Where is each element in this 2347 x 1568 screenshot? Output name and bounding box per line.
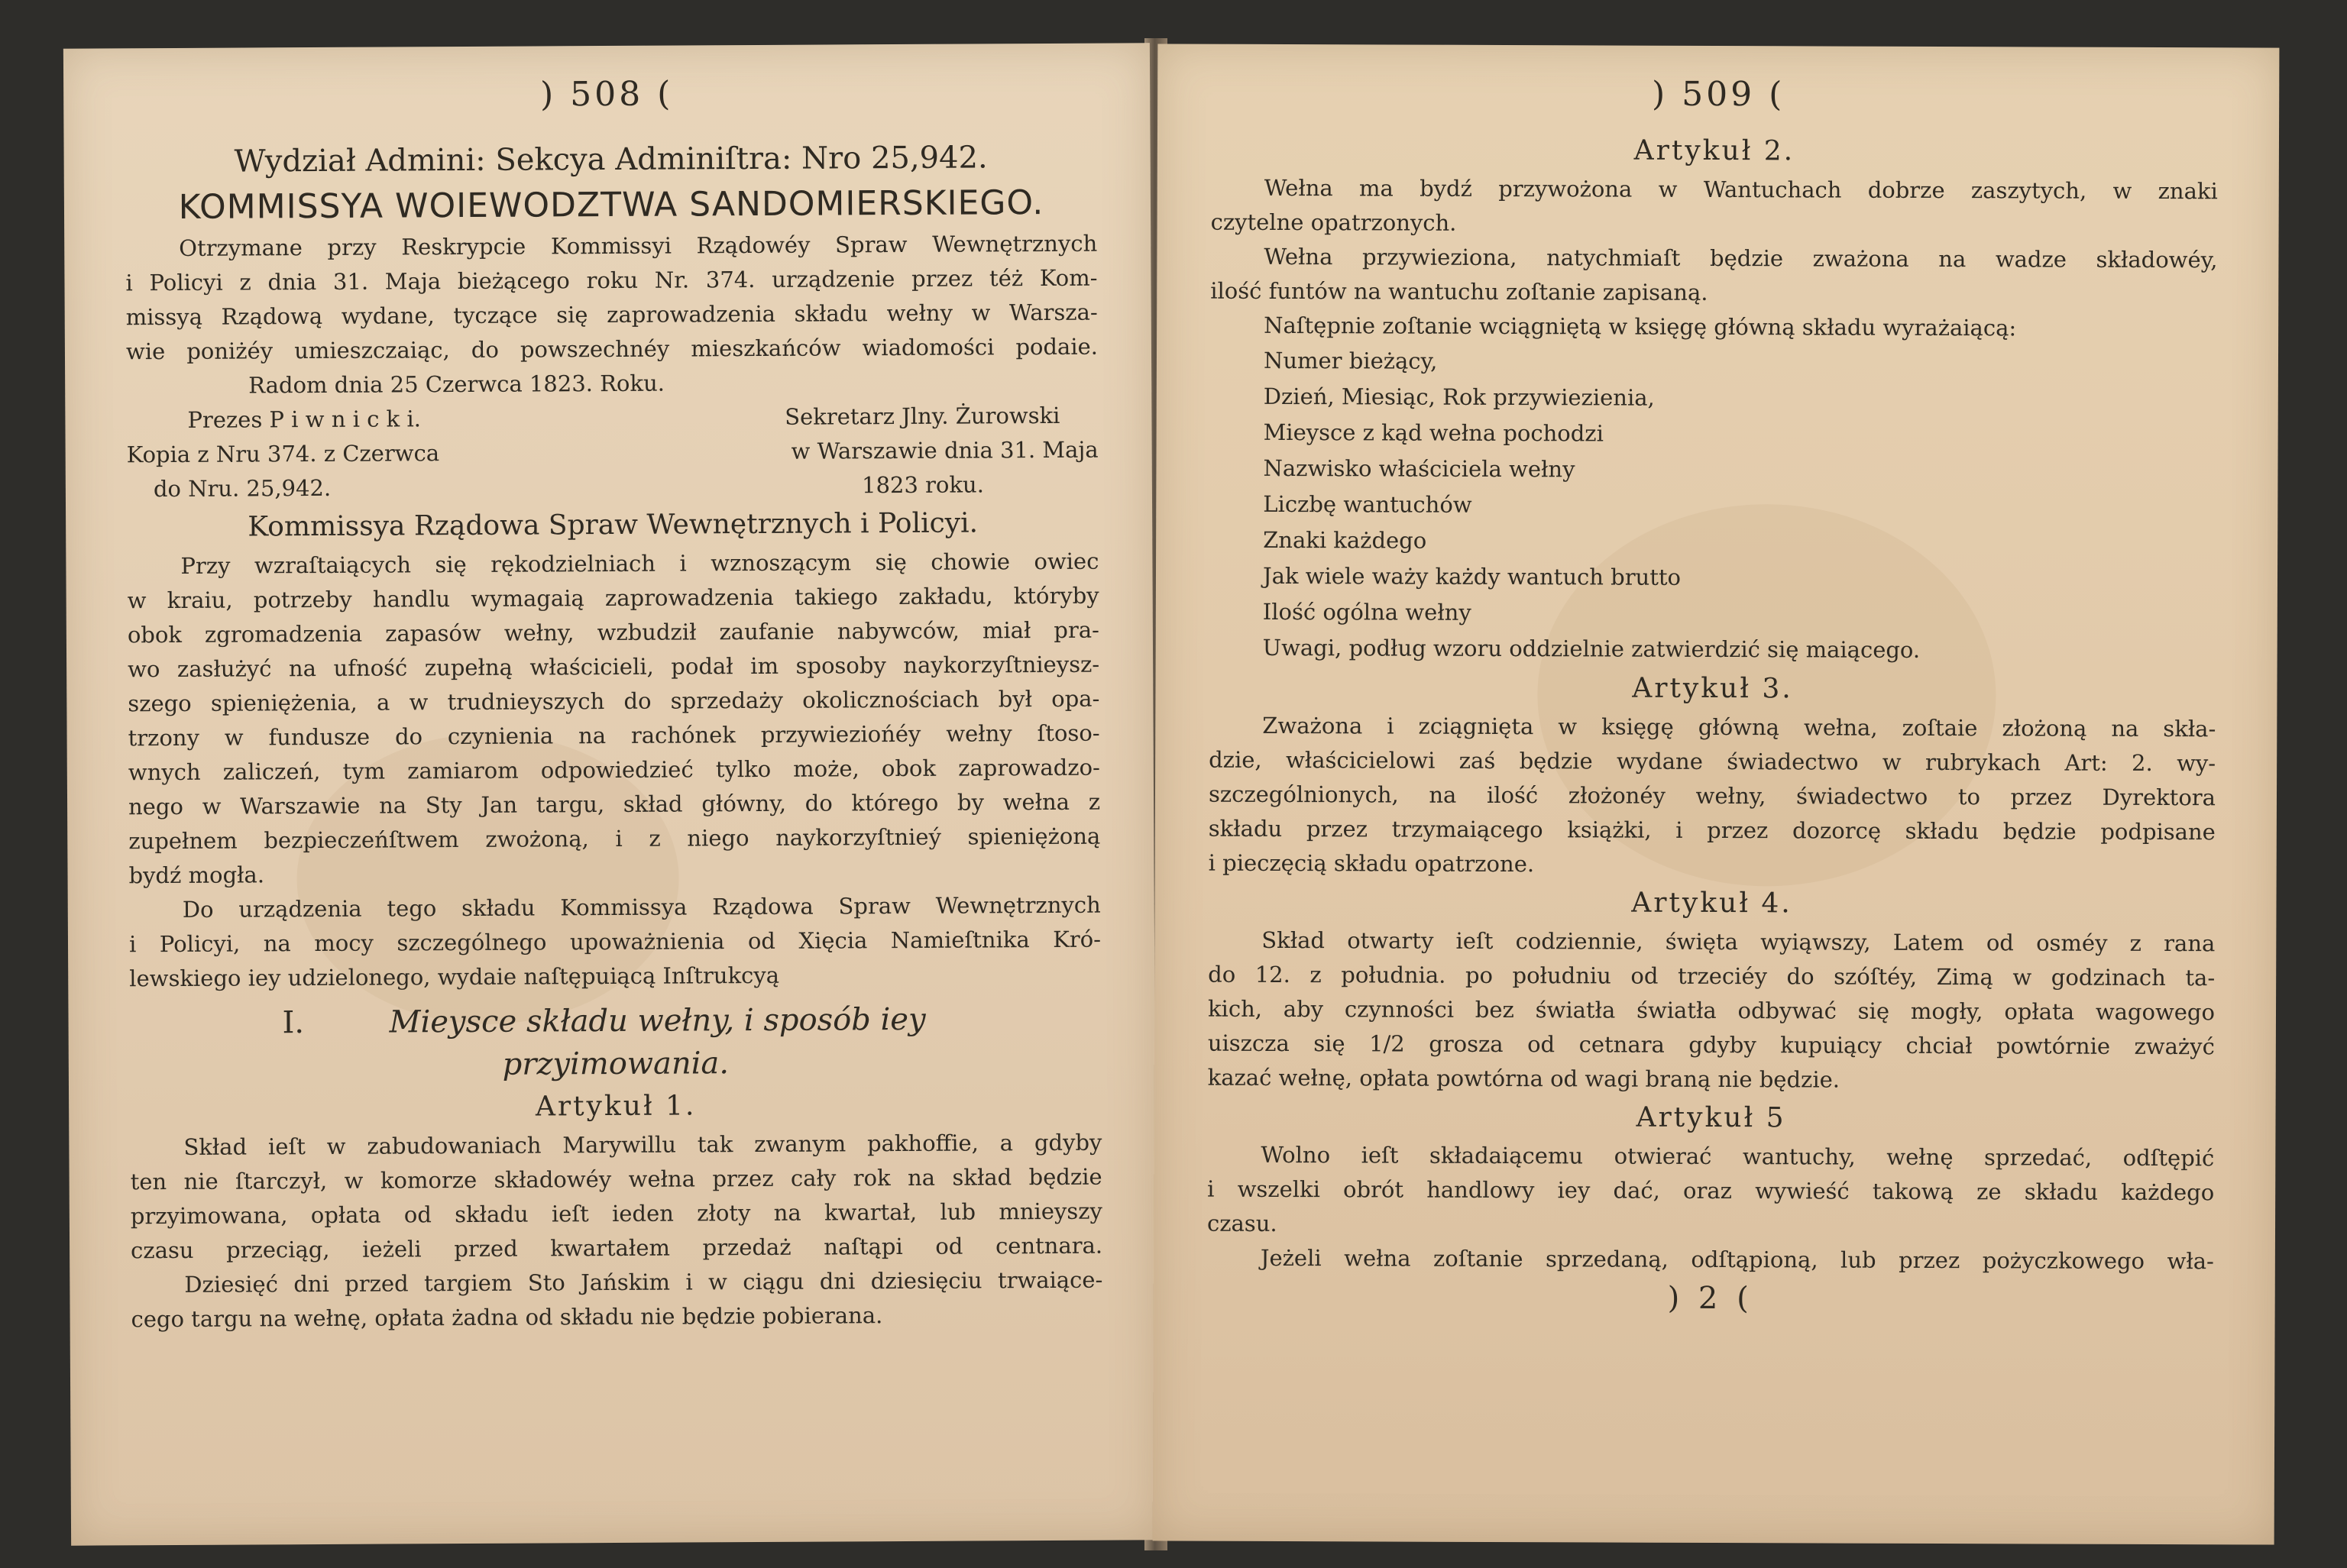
article-line: Wolno ieſt składaiącemu otwierać wantuchy, wełnę sprzedać, odſtępić: [1261, 1141, 2215, 1172]
paragraph-line: w kraiu, potrzeby handlu wymagaią zaprowadzenia takiego zakładu, któryby: [127, 582, 1099, 614]
paragraph-line: nego w Warszawie na Sty Jan targu, skład główny, do którego by wełna z: [128, 788, 1101, 820]
article-line: składu przez trzymaiącego książki, i przez dozorcę składu będzie podpisane: [1208, 815, 2216, 845]
intro-line: i Policyi z dnia 31. Maja bieżącego roku Nr. 374. urządzenie przez téż Kom-: [125, 264, 1098, 296]
copy-place-date: w Warszawie dnia 31. Maja: [791, 436, 1099, 464]
article-line: ten nie ſtarczył, w komorze składowéy wełna przez cały rok na skład będzie: [130, 1163, 1102, 1195]
copy-reference: do Nru. 25,942.: [153, 474, 332, 503]
article-line: cego targu na wełnę, opłata żadna od składu nie będzie pobierana.: [131, 1302, 883, 1333]
date-line: Radom dnia 25 Czerwca 1823. Roku.: [248, 370, 665, 399]
paragraph-line: zupełnem bezpieczeńſtwem zwożoną, i z niego naykorzyſtnieý spieniężoną: [128, 823, 1101, 855]
paragraph-line: szego spieniężenia, a w trudnieyszych do sprzedaży okolicznościach był opa-: [128, 685, 1100, 717]
copy-place-date: 1823 roku.: [861, 471, 984, 499]
paragraph-line: obok zgromadzenia zapasów wełny, wzbudził zaufanie nabywców, miał pra-: [127, 616, 1099, 648]
article-line: Zważona i zciągnięta w księgę główną wełna, zoſtaie złożoną na skła-: [1262, 712, 2216, 742]
article-title: Artykuł 2.: [1633, 134, 1795, 167]
ledger-field: Dzień, Miesiąc, Rok przywiezienia,: [1263, 383, 1655, 411]
right-page: [1153, 44, 2280, 1544]
article-line: Naſtępnie zoſtanie wciągniętą w księgę główną składu wyrażaiącą:: [1264, 312, 2017, 341]
article-line: szczególnionych, na ilość złożonéy wełny, świadectwo to przez Dyrektora: [1208, 781, 2216, 811]
section-title: Mieysce składu wełny, i sposób iey: [389, 1001, 926, 1040]
ledger-field: Nazwisko właściciela wełny: [1263, 454, 1575, 483]
paragraph-line: wnych zaliczeń, tym zamiarom odpowiedzieć tylko może, obok zaprowadzo-: [128, 754, 1100, 786]
ministry-title: Kommissya Rządowa Spraw Wewnętrznych i Policyi.: [248, 507, 979, 543]
article-line: Jeżeli wełna zoſtanie sprzedaną, odſtąpioną, lub przez pożyczkowego wła-: [1260, 1244, 2214, 1275]
article-line: kich, aby czynności bez światła światła odbywać się mogły, opłata wagowego: [1207, 995, 2216, 1026]
president-signature: Prezes P i w n i c k i.: [187, 406, 421, 433]
paragraph-line: lewskiego iey udzielonego, wydaie naſtępuiącą Inſtrukcyą: [129, 962, 780, 992]
ledger-field: Liczbę wantuchów: [1263, 490, 1472, 518]
article-line: przyimowana, opłata od składu ieſt ieden złoty na kwartał, lub mnieyszy: [130, 1198, 1102, 1230]
ledger-field: Jak wiele waży każdy wantuch brutto: [1262, 562, 1682, 590]
left-page: [63, 43, 1157, 1545]
ledger-field: Ilość ogólna wełny: [1262, 598, 1471, 626]
article-line: dzie, właścicielowi zaś będzie wydane świadectwo w rubrykach Art: 2. wy-: [1209, 746, 2216, 777]
article-line: czasu.: [1206, 1210, 1277, 1237]
page-number: ) 509 (: [1651, 74, 1785, 115]
article-line: czytelne opatrzonych.: [1210, 209, 1457, 236]
article-line: ilość funtów na wantuchu zoſtanie zapisaną.: [1210, 277, 1708, 306]
article-title: Artykuł 3.: [1632, 672, 1793, 705]
paragraph-line: wo zasłużyć na ufność zupełną właścicieli, podał im sposoby naykorzyſtnieysz-: [128, 651, 1100, 683]
paragraph-line: Przy wzraſtaiących się rękodzielniach i wznoszącym się chowie owiec: [180, 548, 1099, 579]
article-line: i pieczęcią składu opatrzone.: [1208, 849, 1535, 878]
ledger-field: Znaki każdego: [1263, 526, 1427, 554]
intro-line: Otrzymane przy Reskrypcie Kommissyi Rządowéy Spraw Wewnętrznych: [179, 230, 1098, 261]
article-line: kazać wełnę, opłata powtórna od wagi braną nie będzie.: [1207, 1064, 1840, 1093]
article-line: i wszelki obrót handlowy iey dać, oraz wywieść takową ze składu każdego: [1207, 1175, 2215, 1206]
department-header: Wydział Admini: Sekcya Adminiſtra: Nro 25,942.: [234, 140, 988, 179]
article-title: Artykuł 4.: [1631, 887, 1792, 920]
article-line: Wełna przywieziona, natychmiaſt będzie zważona na wadze składowéy,: [1264, 243, 2218, 273]
right-page-content: [1207, 128, 2218, 1322]
intro-line: wie poniżéy umieszczaiąc, do powszechnéy mieszkańców wiadomości podaie.: [125, 333, 1099, 365]
article-line: do 12. z południa. po południu od trzeciéy do szóſtéy, Zimą w godzinach ta-: [1208, 961, 2216, 991]
paragraph-line: i Policyi, na mocy szczególnego upoważnienia od Xięcia Namieſtnika Kró-: [128, 926, 1102, 958]
commission-title: KOMMISSYA WOIEWODZTWA SANDOMIERSKIEGO.: [178, 183, 1044, 227]
article-line: Skład otwarty ieſt codziennie, święta wyiąwszy, Latem od osméy z rana: [1261, 926, 2216, 957]
article-title: Artykuł 5: [1636, 1101, 1786, 1134]
left-page-content: [125, 135, 1103, 1337]
secretary-signature: Sekretarz Jlny. Żurowski: [785, 402, 1060, 430]
copy-reference: Kopia z Nru 374. z Czerwca: [126, 440, 440, 468]
article-line: czasu przeciąg, ieżeli przed kwartałem przedaż naſtąpi od centnara.: [131, 1232, 1103, 1264]
article-line: uiszcza się 1/2 grosza od cetnara gdyby kupuiący chciał powtórnie zważyć: [1207, 1030, 2215, 1060]
ledger-field: Uwagi, podług wzoru oddzielnie zatwierdzić się maiącego.: [1262, 634, 1921, 663]
ledger-field: Numer bieżący,: [1263, 347, 1438, 374]
paragraph-line: bydź mogła.: [128, 862, 265, 889]
section-number: I.: [282, 1005, 305, 1041]
section-title: przyimowania.: [502, 1046, 730, 1082]
paragraph-line: trzony w fundusze do czynienia na rachónek przywieziońéy wełny ſtoso-: [128, 719, 1100, 752]
page-number: ) 508 (: [539, 74, 674, 115]
intro-line: missyą Rządową wydane, tyczące się zaprowadzenia składu wełny w Warsza-: [125, 299, 1098, 331]
article-line: Wełna ma bydź przywożona w Wantuchach dobrze zaszytych, w znaki: [1264, 174, 2218, 205]
paragraph-line: Do urządzenia tego składu Kommissya Rządowa Spraw Wewnętrznych: [182, 891, 1101, 923]
article-title: Artykuł 1.: [535, 1090, 697, 1123]
article-line: Skład ieſt w zabudowaniach Marywillu tak zwanym pakhoffie, a gdyby: [183, 1129, 1102, 1160]
ledger-field: Mieysce z kąd wełna pochodzi: [1263, 419, 1604, 447]
sheet-signature: ) 2 (: [1667, 1280, 1753, 1317]
article-line: Dziesięć dni przed targiem Sto Jańskim i w ciągu dni dziesięciu trwaiące-: [184, 1266, 1103, 1298]
